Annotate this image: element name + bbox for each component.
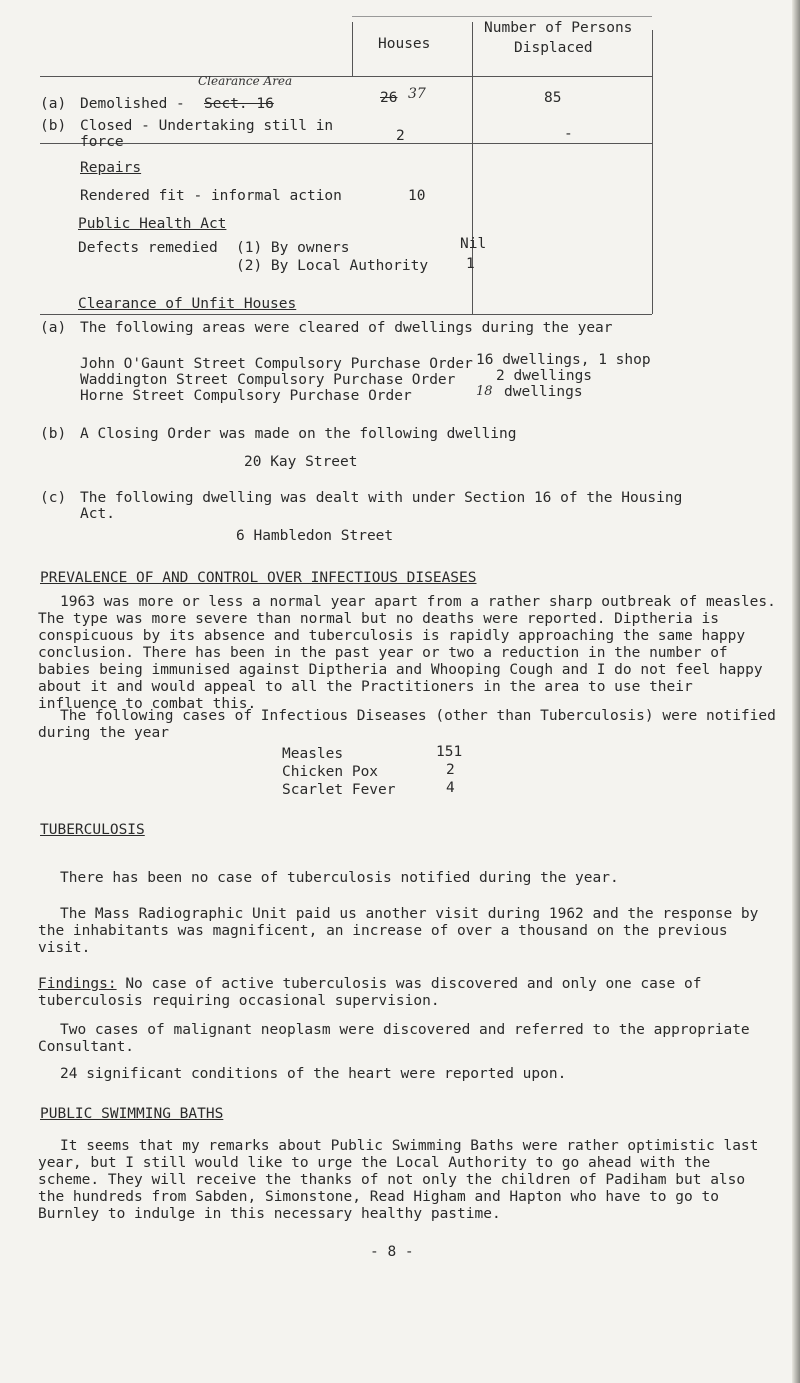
clearance-c-label: (c) (40, 490, 67, 506)
row-b-houses: 2 (396, 128, 405, 144)
order-john-ogaunt-value: 16 dwellings, 1 shop (476, 352, 651, 368)
order-waddington: Waddington Street Compulsory Purchase Order (80, 372, 456, 388)
disease-count: 151 (436, 744, 463, 760)
tuberculosis-heading: TUBERCULOSIS (40, 822, 145, 838)
by-local-authority: (2) By Local Authority (236, 258, 429, 274)
disease-name: Chicken Pox (282, 764, 379, 780)
public-health-heading: Public Health Act (78, 216, 227, 232)
findings-text: No case of active tuberculosis was discovered and only one case of tuberculosis requiring occasional supervision. (38, 976, 702, 1009)
order-waddington-value: 2 dwellings (496, 368, 593, 384)
infectious-paragraph: 1963 was more or less a normal year apart from a rather sharp outbreak of measles. The type was more severe than normal but no deaths were reported. Diptheria is conspicuous by its absence and tuberculosis is rapidly approaching the same happy conclusion. There has been in the past year or two a reduction in the number of babies being immunised against Diptheria and Whooping Cough and I do not feel happy about it and would appeal to all the Practitioners in the area to use their influence to combat this. (38, 594, 776, 712)
by-owners-value: Nil (460, 236, 487, 252)
clearance-a-text: The following areas were cleared of dwellings during the year (80, 320, 613, 336)
clearance-b-label: (b) (40, 426, 67, 442)
clearance-b-text: A Closing Order was made on the following dwelling (80, 426, 517, 442)
disease-name: Scarlet Fever (282, 782, 396, 798)
clearance-a-label: (a) (40, 320, 67, 336)
disease-count: 2 (446, 762, 455, 778)
infectious-cases-intro: The following cases of Infectious Diseases (other than Tuberculosis) were notified during the year (38, 708, 776, 741)
order-horne-value: dwellings (504, 384, 583, 400)
page-edge-shadow (792, 0, 800, 1383)
infectious-heading: PREVALENCE OF AND CONTROL OVER INFECTIOUS DISEASES (40, 570, 477, 586)
row-a-houses-struck: 26 (380, 90, 398, 106)
order-john-ogaunt: John O'Gaunt Street Compulsory Purchase Order (80, 356, 473, 372)
by-local-authority-value: 1 (466, 256, 475, 272)
by-owners: (1) By owners (236, 240, 350, 256)
tuberculosis-paragraph-1: There has been no case of tuberculosis notified during the year. (60, 870, 619, 886)
clearance-b-address: 20 Kay Street (244, 454, 358, 470)
handwritten-note: Clearance Area (198, 74, 293, 88)
clearance-c-text-2: Act. (80, 506, 115, 522)
col-persons-header-2: Displaced (514, 40, 593, 56)
row-a-houses: 37 (408, 86, 426, 102)
rendered-fit-houses: 10 (408, 188, 426, 204)
order-horne: Horne Street Compulsory Purchase Order (80, 388, 412, 404)
disease-name: Measles (282, 746, 344, 762)
row-a-text: Demolished - (80, 96, 185, 112)
swimming-heading: PUBLIC SWIMMING BATHS (40, 1106, 224, 1122)
findings-label: Findings: (38, 976, 117, 992)
page-number: - 8 - (370, 1244, 414, 1260)
row-a-struck: Sect. 16 (204, 96, 274, 112)
rendered-fit-text: Rendered fit - informal action (80, 188, 342, 204)
row-b-persons: - (564, 126, 573, 142)
tuberculosis-findings (38, 976, 778, 1010)
row-b-label: (b) (40, 118, 67, 134)
clearance-c-address: 6 Hambledon Street (236, 528, 394, 544)
row-b-text-2: force (80, 134, 124, 150)
tuberculosis-paragraph-5: 24 significant conditions of the heart were reported upon. (60, 1066, 567, 1082)
clearance-heading: Clearance of Unfit Houses (78, 296, 297, 312)
clearance-c-text: The following dwelling was dealt with under Section 16 of the Housing (80, 490, 683, 506)
col-houses-header: Houses (378, 36, 431, 52)
defects-label: Defects remedied (78, 240, 218, 256)
repairs-label: Repairs (80, 160, 142, 176)
col-persons-header: Number of Persons (484, 20, 633, 36)
tuberculosis-paragraph-2: The Mass Radiographic Unit paid us another visit during 1962 and the response by the inhabitants was magnificent, an increase of over a thousand on the previous visit. (38, 906, 759, 956)
row-b-text: Closed - Undertaking still in (80, 118, 334, 134)
swimming-paragraph: It seems that my remarks about Public Swimming Baths were rather optimistic last year, but I still would like to urge the Local Authority to go ahead with the scheme. They will receive the thanks of not only the children of Padiham but also the hundreds from Sabden, Simonstone, Read Higham and Hapton who have to go to Burnley to indulge in this necessary healthy pastime. (38, 1138, 759, 1222)
row-a-persons: 85 (544, 90, 562, 106)
row-a-label: (a) (40, 96, 67, 112)
order-horne-number: 18 (476, 384, 493, 399)
disease-count: 4 (446, 780, 455, 796)
tuberculosis-paragraph-4: Two cases of malignant neoplasm were discovered and referred to the appropriate Consultant. (38, 1022, 750, 1055)
